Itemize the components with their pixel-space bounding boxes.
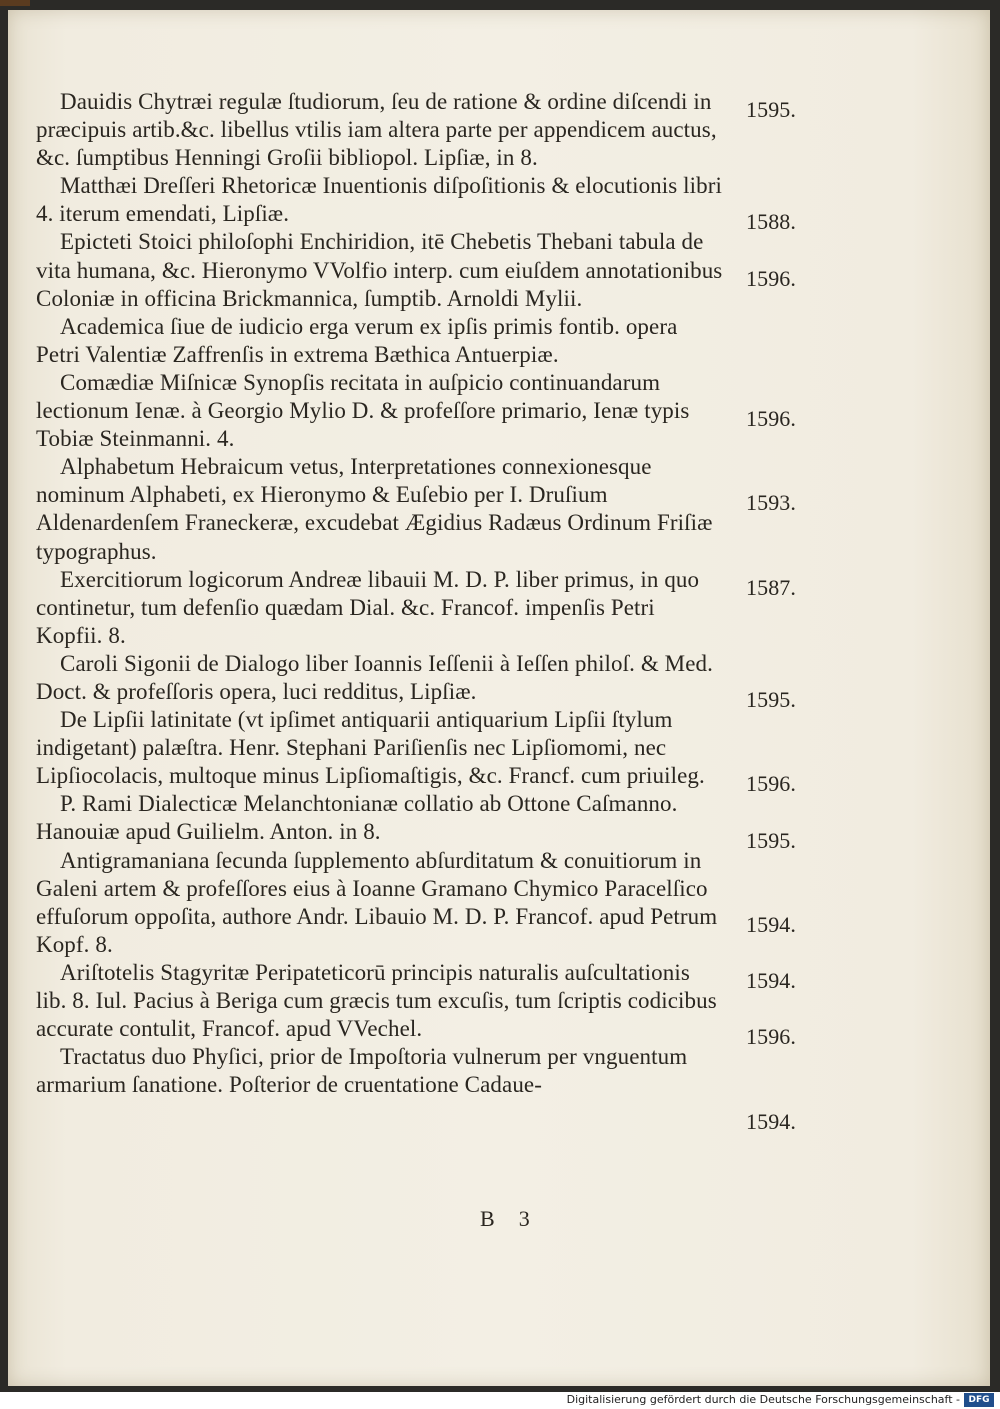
entry-year: 1594. [746, 968, 796, 994]
entry-year: 1595. [746, 827, 796, 853]
catalog-entry [36, 1043, 726, 1099]
catalog-entry [36, 88, 726, 172]
entry-year: 1596. [746, 771, 796, 797]
catalog-entry [36, 847, 726, 959]
catalog-entry [36, 313, 726, 369]
entry-text: Exercitiorum logicorum Andreæ libauii M. D. P. liber primus, in quo continetur, tum defenſio quædam Dial. &c. Francof. impenſis Petri Kopfii. 8. [36, 566, 700, 648]
entry-year: 1595. [746, 97, 796, 122]
entry-year: 1596. [746, 1024, 796, 1050]
catalog-entry [36, 453, 726, 565]
catalog-entry [36, 790, 726, 846]
entry-text: Antigramaniana ſecunda ſupplemento abſurditatum & conuitiorum in Galeni artem & profeſſores eius à Ioanne Gramano Chymico Paracelſico effuſorum oppoſita, authore Andr. Libauio M. D. P. Francof. apud Petrum Kopf. 8. [36, 847, 718, 957]
entry-text: Comædiæ Miſnicæ Synopſis recitata in auſpicio continuandarum lectionum Ienæ. à Georgio Mylio D. & profeſſore primario, Ienæ typis Tobiæ Steinmanni. 4. [36, 369, 690, 452]
entry-text: Academica ſiue de iudicio erga verum ex ipſis primis fontib. opera Petri Valentiæ Zaffrenſis in extrema Bæthica Antuerpiæ. [36, 313, 678, 367]
entry-text: Dauidis Chytræi regulæ ſtudiorum, ſeu de ratione & ordine diſcendi in præcipuis artib.&c. libellus vtilis iam altera parte per appendicem auctus, &c. ſumptibus Henningi Groſii bibliopol. Lipſiæ, in 8. [36, 89, 717, 171]
entry-text: P. Rami Dialecticæ Melanchtonianæ collatio ab Ottone Caſmanno. Hanouiæ apud Guilielm. Anton. in 8. [36, 791, 678, 845]
entry-year: 1596. [746, 406, 796, 432]
catalog-entry [36, 228, 726, 312]
entry-year: 1593. [746, 490, 796, 516]
entry-year: 1588. [746, 209, 796, 235]
entry-text: Alphabetum Hebraicum vetus, Interpretationes connexionesque nominum Alphabeti, ex Hieronymo & Euſebio per I. Druſium Aldenardenſem Franeckeræ, excudebat Ægidius Radæus Ordinum Friſiæ typographus. [36, 454, 713, 564]
entry-year: 1595. [746, 687, 796, 713]
catalog-entry [36, 650, 726, 706]
signature-mark [480, 1206, 554, 1232]
catalog-text [36, 88, 796, 1134]
corner-mark [0, 0, 30, 6]
entry-text: Epicteti Stoici philoſophi Enchiridion, itē Chebetis Thebani tabula de vita humana, &c. Hieronymo VVolfio interp. cum eiuſdem annotationibus Coloniæ in officina Brickmannica, ſumptib. Arnoldi Mylii. [36, 229, 723, 311]
signature-number: 3 [518, 1206, 532, 1231]
dfg-logo: DFG [964, 1393, 994, 1407]
entry-text: Matthæi Dreſſeri Rhetoricæ Inuentionis diſpoſitionis & elocutionis libri 4. iterum emendati, Lipſiæ. [36, 173, 722, 227]
entry-year: 1594. [746, 1108, 796, 1134]
entry-year: 1587. [746, 574, 796, 600]
entry-text: Ariſtotelis Stagyritæ Peripateticorū principis naturalis auſcultationis lib. 8. Iul. Pacius à Beriga cum græcis tum excuſis, tum ſcriptis codicibus accurate contulit, Francof. apud VVechel. [36, 959, 717, 1042]
catalog-entry [36, 959, 726, 1043]
catalog-entry [36, 566, 726, 650]
catalog-entry [36, 172, 726, 228]
entry-text: De Lipſii latinitate (vt ipſimet antiquarii antiquarium Lipſii ſtylum indigetant) palæſtra. Henr. Stephani Pariſienſis nec Lipſiomomi, nec Lipſiocolacis, multoque minus Lipſiomaſtigis, &c. Francf. cum priuileg. [36, 707, 705, 789]
entry-year: 1596. [746, 265, 796, 291]
book-page [8, 10, 990, 1386]
catalog-entry [36, 706, 726, 790]
footer-bar [0, 1392, 1000, 1409]
entry-text: Caroli Sigonii de Dialogo liber Ioannis Ieſſenii à Ieſſen philoſ. & Med. Doct. & profeſſoris opera, luci redditus, Lipſiæ. [36, 650, 713, 704]
entry-year: 1594. [746, 911, 796, 937]
entry-text: Tractatus duo Phyſici, prior de Impoſtoria vulnerum per vnguentum armarium ſanatione. Poſterior de cruentatione Cadaue- [36, 1044, 688, 1098]
catalog-entry [36, 369, 726, 453]
signature-letter: B [480, 1206, 497, 1231]
footer-credit: Digitalisierung gefördert durch die Deutsche Forschungsgemeinschaft - [566, 1393, 960, 1406]
